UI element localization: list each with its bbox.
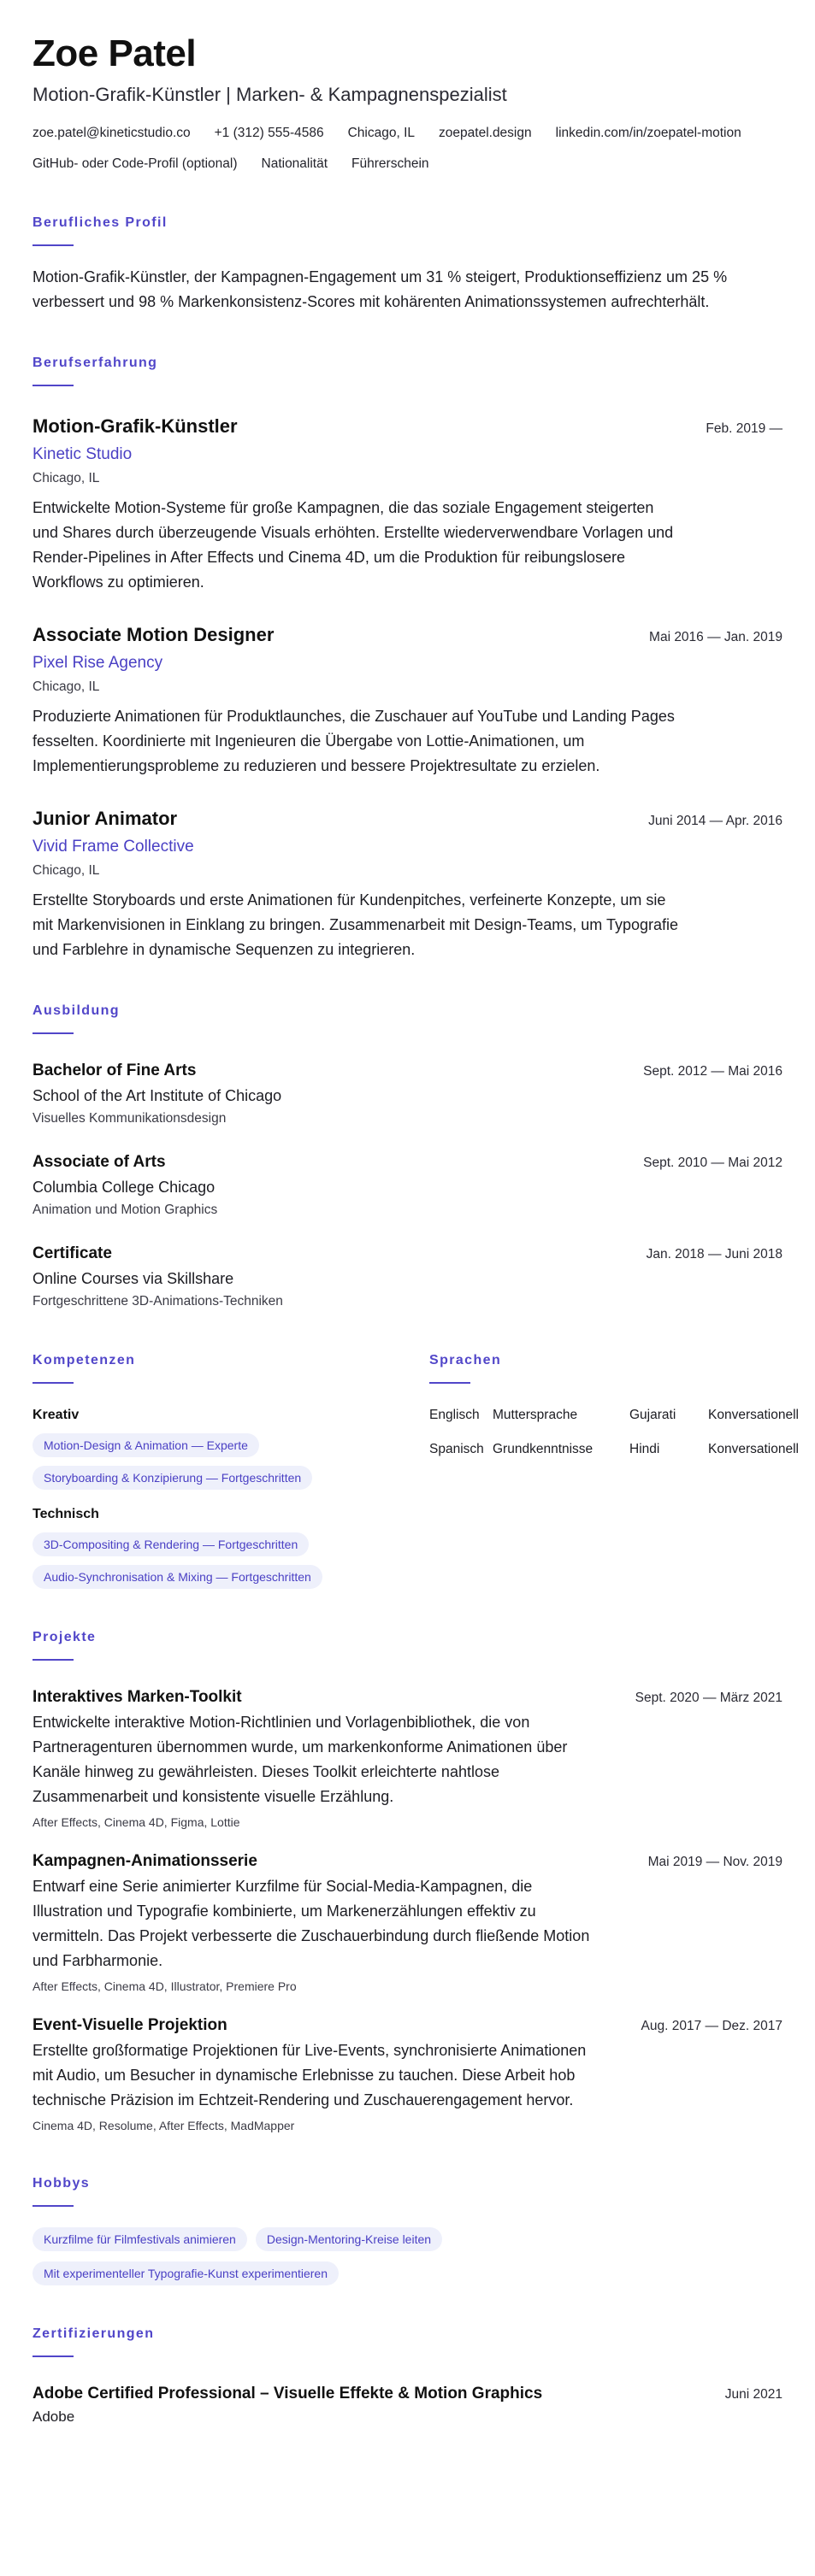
candidate-name: Zoe Patel bbox=[32, 32, 197, 74]
project-entry bbox=[32, 2014, 783, 2135]
language-name: Spanisch bbox=[429, 1442, 484, 1456]
job-description: Entwickelte Motion-Systeme für große Kampagnen, die das soziale Engagement steigerten und Shares durch überzeugende Visuals erhöhten. Erstellte wiederverwendbare Vorlagen und Render-Pipelines in After Effects und Cinema 4D, um die Produktion für reibungslosere Workflows zu optimieren. bbox=[32, 499, 674, 591]
section-divider bbox=[32, 1382, 74, 1384]
skills-languages-row bbox=[32, 1351, 799, 1589]
education-degree: Associate of Arts bbox=[32, 1153, 166, 1171]
section-title: Berufserfahrung bbox=[32, 356, 158, 370]
job-company: Kinetic Studio bbox=[32, 445, 133, 463]
skill-group-title: Kreativ bbox=[32, 1408, 80, 1422]
certification-title: Adobe Certified Professional – Visuelle Effekte & Motion Graphics bbox=[32, 2385, 543, 2403]
job-location: Chicago, IL bbox=[32, 863, 100, 878]
section-title: Zertifizierungen bbox=[32, 2326, 155, 2341]
contact-linkedin[interactable]: linkedin.com/in/zoepatel-motion bbox=[555, 126, 741, 140]
language-name: Gujarati bbox=[629, 1408, 676, 1422]
section-title: Berufliches Profil bbox=[32, 215, 168, 230]
education-field: Fortgeschrittene 3D-Animations-Techniken bbox=[32, 1294, 283, 1309]
education-date: Sept. 2012 — Mai 2016 bbox=[643, 1064, 783, 1079]
languages-section bbox=[429, 1351, 799, 1589]
resume-header bbox=[32, 31, 783, 174]
section-divider bbox=[32, 1032, 74, 1034]
education-entry bbox=[32, 1060, 783, 1129]
section-divider bbox=[32, 1659, 74, 1661]
education-degree: Bachelor of Fine Arts bbox=[32, 1062, 197, 1079]
job-location: Chicago, IL bbox=[32, 471, 100, 485]
language-level: Muttersprache bbox=[493, 1408, 578, 1422]
project-tech: After Effects, Cinema 4D, Illustrator, Premiere Pro bbox=[32, 1979, 297, 1993]
section-divider bbox=[32, 2355, 74, 2357]
skill-chip: Audio-Synchronisation & Mixing — Fortgeschritten bbox=[32, 1565, 322, 1589]
project-title: Interaktives Marken-Toolkit bbox=[32, 1688, 242, 1706]
contact-phone[interactable]: +1 (312) 555-4586 bbox=[214, 126, 324, 140]
project-tech: Cinema 4D, Resolume, After Effects, MadMapper bbox=[32, 2119, 295, 2132]
contact-license: Führerschein bbox=[351, 156, 429, 171]
contact-email[interactable]: zoe.patel@kineticstudio.co bbox=[32, 126, 191, 140]
profile-summary: Motion-Grafik-Künstler, der Kampagnen-Engagement um 31 % steigert, Produktionseffizienz um 25 % verbessert und 98 % Markenkonsistenz-Scores mit kohärenten Animationssystemen aufrechterhält. bbox=[32, 268, 728, 310]
hobby-list bbox=[32, 2217, 563, 2285]
job-title: Motion-Grafik-Künstler bbox=[32, 415, 238, 437]
project-description: Entwickelte interaktive Motion-Richtlinien und Vorlagenbibliothek, die von Partneragenturen übernommen wurde, um markenkonforme Animationen über Kanäle hinweg zu gewährleisten. Dieses Toolkit erleichterte nahtlose Zusammenarbeit und konsistente visuelle Erzählung. bbox=[32, 1714, 568, 1805]
job-location: Chicago, IL bbox=[32, 679, 100, 694]
hobbies-section bbox=[32, 2174, 783, 2285]
skill-group bbox=[32, 1505, 429, 1589]
skill-group bbox=[32, 1406, 429, 1490]
skill-chip: 3D-Compositing & Rendering — Fortgeschritten bbox=[32, 1532, 309, 1556]
job-title: Associate Motion Designer bbox=[32, 624, 275, 645]
language-level: Grundkenntnisse bbox=[493, 1442, 594, 1456]
project-date: Mai 2019 — Nov. 2019 bbox=[647, 1855, 783, 1869]
project-tech: After Effects, Cinema 4D, Figma, Lottie bbox=[32, 1815, 240, 1829]
education-school: Online Courses via Skillshare bbox=[32, 1270, 234, 1287]
education-school: Columbia College Chicago bbox=[32, 1179, 216, 1196]
contact-location: Chicago, IL bbox=[347, 126, 416, 140]
project-entry bbox=[32, 1850, 783, 1996]
section-divider bbox=[32, 244, 74, 246]
education-degree: Certificate bbox=[32, 1244, 112, 1262]
candidate-headline: Motion-Grafik-Künstler | Marken- & Kampagnenspezialist bbox=[32, 84, 507, 105]
project-description: Entwarf eine Serie animierter Kurzfilme für Social-Media-Kampagnen, die Illustration und Typografie kombinierte, um Markenerzählungen effektiv zu vermitteln. Das Projekt verbesserte die Zuschauerbindung durch fließende Motion und Farbharmonie. bbox=[32, 1878, 590, 1969]
education-field: Animation und Motion Graphics bbox=[32, 1203, 218, 1217]
contact-nationality: Nationalität bbox=[261, 156, 328, 171]
education-date: Jan. 2018 — Juni 2018 bbox=[646, 1247, 783, 1262]
project-entry bbox=[32, 1686, 783, 1832]
section-title: Projekte bbox=[32, 1630, 97, 1644]
job-date: Mai 2016 — Jan. 2019 bbox=[649, 630, 783, 644]
project-description: Erstellte großformatige Projektionen für Live-Events, synchronisierte Animationen mit Audio, um Besucher in dynamische Erlebnisse zu tauchen. Diese Arbeit hob technische Präzision im Echtzeit-Rendering und Zuschauerengagement hervor. bbox=[32, 2042, 587, 2108]
contact-github[interactable]: GitHub- oder Code-Profil (optional) bbox=[32, 156, 238, 171]
skill-chip: Storyboarding & Konzipierung — Fortgeschritten bbox=[32, 1466, 312, 1490]
certification-entry bbox=[32, 2383, 783, 2427]
skill-group-title: Technisch bbox=[32, 1507, 99, 1521]
projects-section bbox=[32, 1628, 783, 2135]
certification-issuer: Adobe bbox=[32, 2408, 75, 2425]
section-divider bbox=[429, 1382, 470, 1384]
section-divider bbox=[32, 2205, 74, 2207]
job-description: Erstellte Storyboards und erste Animationen für Kundenpitches, verfeinerte Konzepte, um sie mit Markenvisionen in Einklang zu bringen. Zusammenarbeit mit Design-Teams, um Typografie und Farblehre in dynamische Sequenzen zu integrieren. bbox=[32, 891, 678, 958]
section-title: Sprachen bbox=[429, 1353, 502, 1367]
job-description: Produzierte Animationen für Produktlaunches, die Zuschauer auf YouTube und Landing Pages fesselten. Koordinierte mit Ingenieuren die Übergabe von Lottie-Animationen, um Implementierungsprobleme zu reduzieren und bessere Projektresultate zu erzielen. bbox=[32, 708, 675, 774]
section-title: Hobbys bbox=[32, 2176, 91, 2191]
education-date: Sept. 2010 — Mai 2012 bbox=[643, 1156, 783, 1170]
education-entry bbox=[32, 1151, 783, 1220]
education-school: School of the Art Institute of Chicago bbox=[32, 1087, 282, 1104]
job-company: Pixel Rise Agency bbox=[32, 654, 163, 672]
section-divider bbox=[32, 385, 74, 386]
contact-website[interactable]: zoepatel.design bbox=[439, 126, 532, 140]
section-title: Ausbildung bbox=[32, 1003, 120, 1018]
language-name: Englisch bbox=[429, 1408, 480, 1422]
education-field: Visuelles Kommunikationsdesign bbox=[32, 1111, 227, 1126]
skills-section bbox=[32, 1351, 429, 1589]
hobby-chip: Design-Mentoring-Kreise leiten bbox=[256, 2227, 442, 2251]
language-level: Konversationell bbox=[708, 1408, 799, 1422]
job-entry bbox=[32, 414, 783, 595]
section-title: Kompetenzen bbox=[32, 1353, 136, 1367]
job-date: Juni 2014 — Apr. 2016 bbox=[648, 814, 783, 828]
certification-date: Juni 2021 bbox=[724, 2387, 783, 2402]
hobby-chip: Kurzfilme für Filmfestivals animieren bbox=[32, 2227, 247, 2251]
education-entry bbox=[32, 1243, 783, 1312]
job-entry bbox=[32, 622, 783, 779]
project-title: Kampagnen-Animationsserie bbox=[32, 1852, 257, 1870]
language-name: Hindi bbox=[629, 1442, 660, 1456]
job-date: Feb. 2019 — bbox=[706, 421, 783, 436]
project-date: Aug. 2017 — Dez. 2017 bbox=[641, 2019, 783, 2033]
project-title: Event-Visuelle Projektion bbox=[32, 2016, 227, 2034]
contact-list bbox=[32, 123, 783, 174]
project-date: Sept. 2020 — März 2021 bbox=[635, 1691, 783, 1705]
skill-chip: Motion-Design & Animation — Experte bbox=[32, 1433, 259, 1457]
job-company: Vivid Frame Collective bbox=[32, 838, 194, 856]
job-title: Junior Animator bbox=[32, 808, 178, 829]
certifications-section bbox=[32, 2325, 783, 2427]
job-entry bbox=[32, 806, 783, 962]
hobby-chip: Mit experimenteller Typografie-Kunst experimentieren bbox=[32, 2261, 339, 2285]
education-section bbox=[32, 1002, 783, 1312]
language-table bbox=[429, 1406, 799, 1459]
language-level: Konversationell bbox=[708, 1442, 799, 1456]
profile-section bbox=[32, 214, 783, 315]
experience-section bbox=[32, 354, 783, 962]
